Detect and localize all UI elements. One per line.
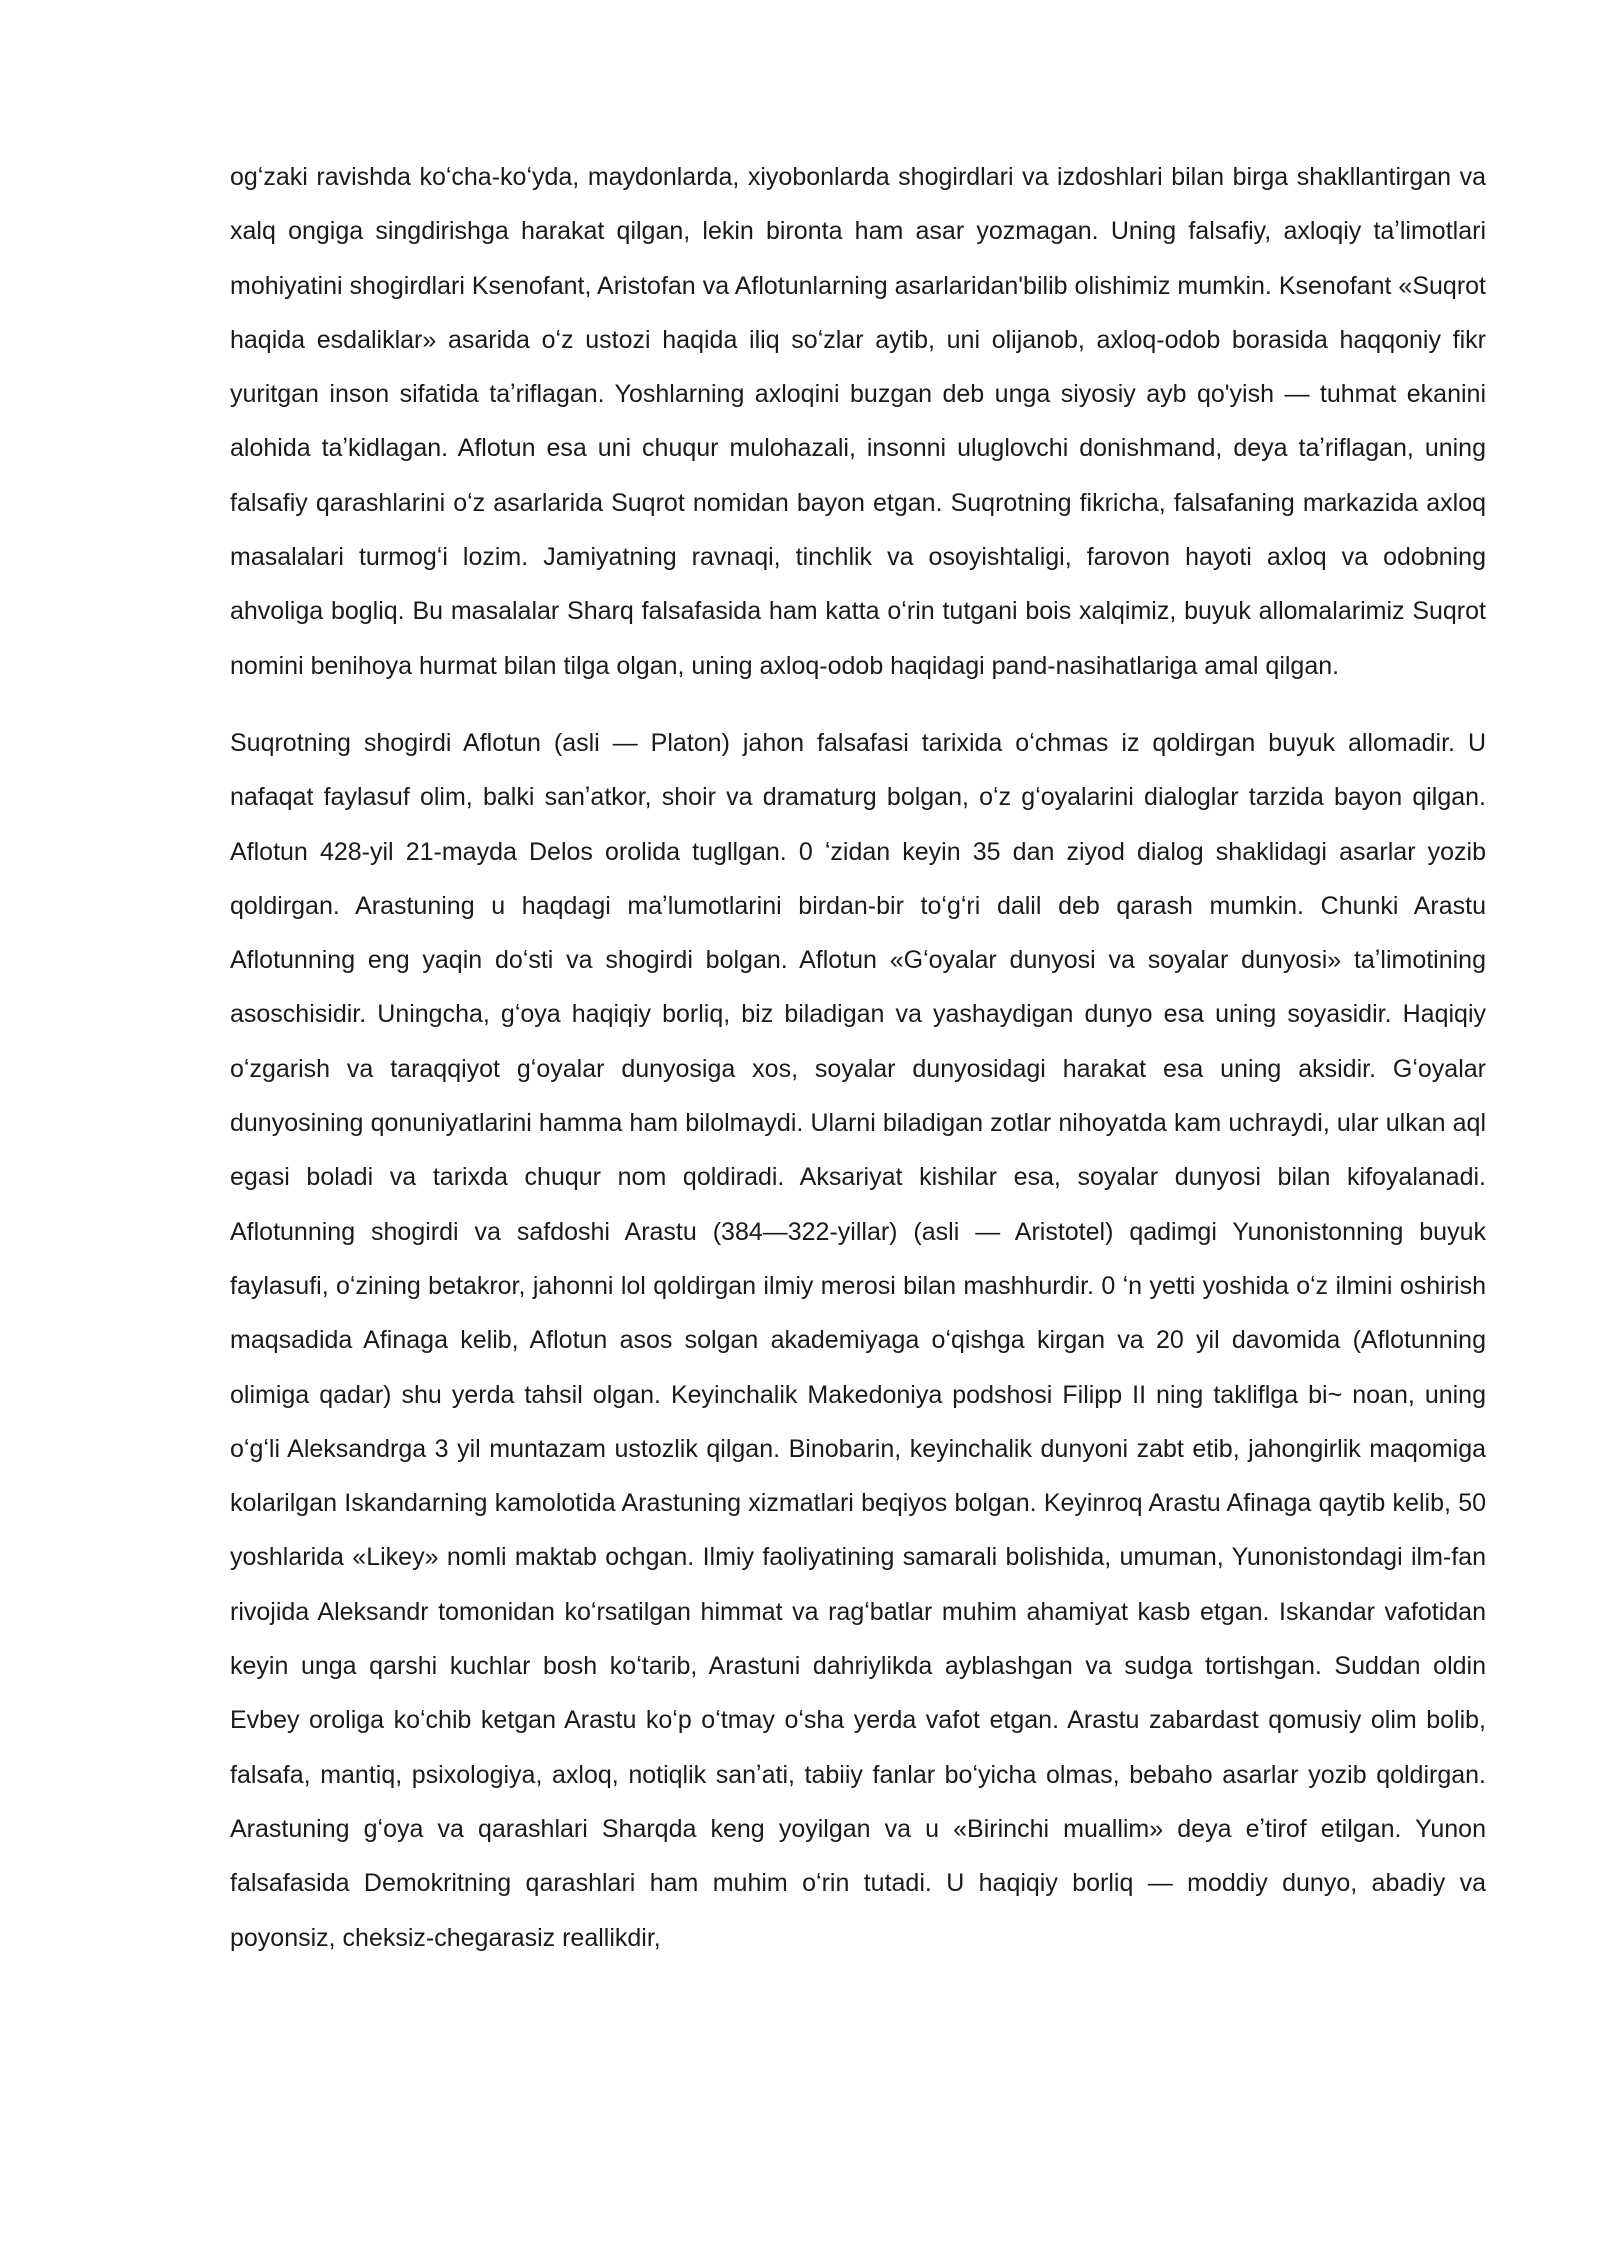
paragraph-plato-aristotle: Suqrotning shogirdi Aflotun (asli — Platon) jahon falsafasi tarixida oʻchmas iz qoldirgan buyuk allomadir. U nafaqat faylasuf olim, balki sanʼatkor, shoir va dramaturg bolgan, oʻz gʻoyalarini dialoglar tarzida bayon qilgan. Aflotun 428-yil 21-mayda Delos orolida tugllgan. 0 ʻzidan keyin 35 dan ziyod dialog shaklidagi asarlar yozib qoldirgan. Arastuning u haqdagi maʼlumotlarini birdan-bir toʻgʻri dalil deb qarash mumkin. Chunki Arastu Aflotunning eng yaqin doʻsti va shogirdi bolgan. Aflotun «Gʻoyalar dunyosi va soyalar dunyosi» taʼlimotining asoschisidir. Uningcha, gʻoya haqiqiy borliq, biz biladigan va yashaydigan dunyo esa uning soyasidir. Haqiqiy oʻzgarish va taraqqiyot gʻoyalar dunyosiga xos, soyalar dunyosidagi harakat esa uning aksidir. Gʻoyalar dunyosining qonuniyatlarini hamma ham bilolmaydi. Ularni biladigan zotlar nihoyatda kam uchraydi, ular ulkan aql egasi boladi va tarixda chuqur nom qoldiradi. Aksariyat kishilar esa, soyalar dunyosi bilan kifoyalanadi. Aflotunning shogirdi va safdoshi Arastu (384—322-yillar) (asli — Aristotel) qadimgi Yunonistonning buyuk faylasufi, oʻzining betakror, jahonni lol qoldirgan ilmiy merosi bilan mashhurdir. 0 ʻn yetti yoshida oʻz ilmini oshirish maqsadida Afinaga kelib, Aflotun asos solgan akademiyaga oʻqishga kirgan va 20 yil davomida (Aflotunning olimiga qadar) shu yerda tahsil olgan. Keyinchalik Makedoniya podshosi Filipp II ning takliflga bi~ noan, uning oʻgʻli Aleksandrga 3 yil muntazam ustozlik qilgan. Binobarin, keyinchalik dunyoni zabt etib, jahongirlik maqomiga kolarilgan Iskandarning kamolotida Arastuning xizmatlari beqiyos bolgan. Keyinroq Arastu Afinaga qaytib kelib, 50 yoshlarida «Likey» nomli maktab ochgan. Ilmiy faoliyatining samarali bolishida, umuman, Yunonistondagi ilm-fan rivojida Aleksandr tomonidan koʻrsatilgan himmat va ragʻbatlar muhim ahamiyat kasb etgan. Iskandar vafotidan keyin unga qarshi kuchlar bosh koʻtarib, Arastuni dahriylikda ayblashgan va sudga tortishgan. Suddan oldin Evbey oroliga koʻchib ketgan Arastu koʻp oʻtmay oʻsha yerda vafot etgan. Arastu zabardast qomusiy olim bolib, falsafa, mantiq, psixologiya, axloq, notiqlik sanʼati, tabiiy fanlar boʻyicha olmas, bebaho asarlar yozib qoldirgan. Arastuning gʻoya va qarashlari Sharqda keng yoyilgan va u «Birinchi muallim» deya eʼtirof etilgan. Yunon falsafasida Demokritning qarashlari ham muhim oʻrin tutadi. U haqiqiy borliq — moddiy dunyo, abadiy va poyonsiz, cheksiz-chegarasiz reallikdir, bbox=[230, 728, 1486, 1952]
paragraph-socrates: ogʻzaki ravishda koʻcha-koʻyda, maydonlarda, xiyobonlarda shogirdlari va izdoshlari bilan birga shakllantirgan va xalq ongiga singdirishga harakat qilgan, lekin bironta ham asar yozmagan. Uning falsafiy, axloqiy taʼlimotlari mohiyatini shogirdlari Ksenofant, Aristofan va Aflotunlarning asarlaridan'bilib olishimiz mumkin. Ksenofant «Suqrot haqida esdaliklar» asarida oʻz ustozi haqida iliq soʻzlar aytib, uni olijanob, axloq-odob borasida haqqoniy fikr yuritgan inson sifatida taʼriflagan. Yoshlarning axloqini buzgan deb unga siyosiy ayb qo'yish — tuhmat ekanini alohida taʼkidlagan. Aflotun esa uni chuqur mulohazali, insonni uluglovchi donishmand, deya taʼriflagan, uning falsafiy qarashlarini oʻz asarlarida Suqrot nomidan bayon etgan. Suqrotning fikricha, falsafaning markazida axloq masalalari turmogʻi lozim. Jamiyatning ravnaqi, tinchlik va osoyishtaligi, farovon hayoti axloq va odobning ahvoliga bogliq. Bu masalalar Sharq falsafasida ham katta oʻrin tutgani bois xalqimiz, buyuk allomalarimiz Suqrot nomini benihoya hurmat bilan tilga olgan, uning axloq-odob haqidagi pand-nasihatlariga amal qilgan. bbox=[230, 163, 1486, 680]
document-page bbox=[230, 150, 1486, 1965]
